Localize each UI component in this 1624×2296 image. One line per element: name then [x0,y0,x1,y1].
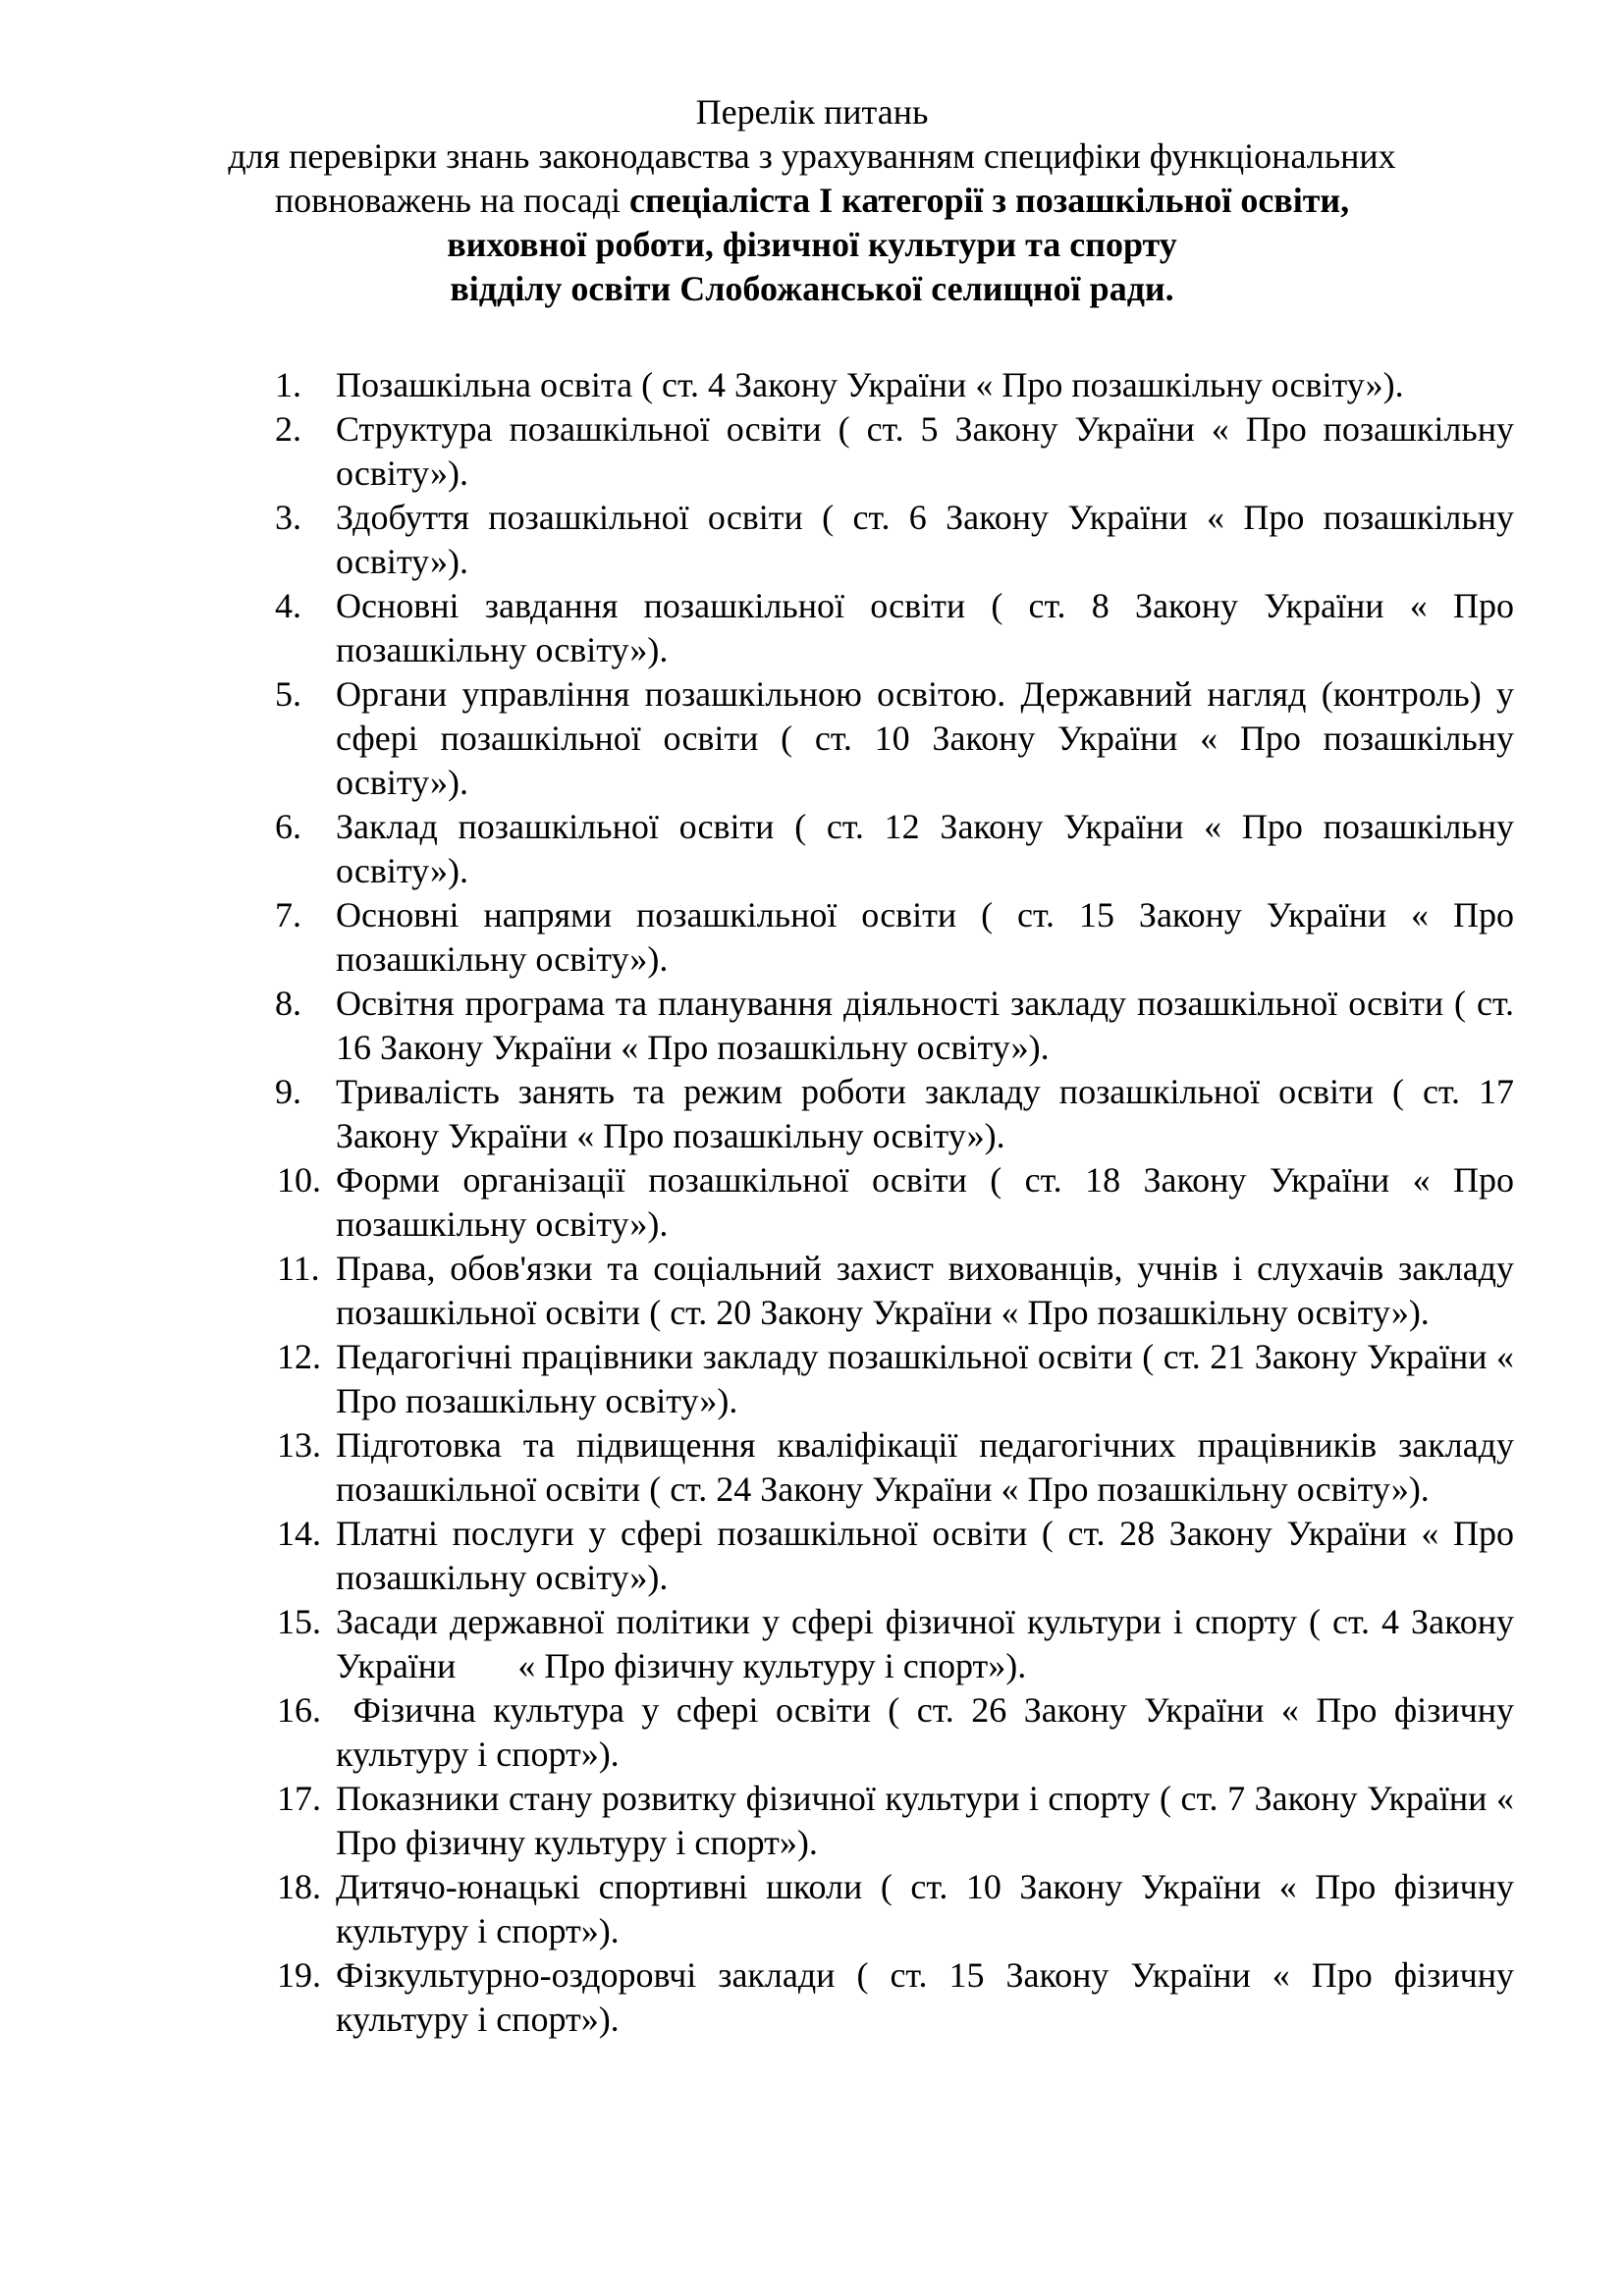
question-item [275,407,1523,496]
question-number: 1. [275,365,301,404]
question-number: 17. [277,1779,321,1818]
question-number: 7. [275,895,301,934]
question-item [275,805,1523,893]
question-number: 18. [277,1867,321,1906]
question-number: 3. [275,498,301,537]
document-header [196,90,1428,311]
question-number: 6. [275,807,301,846]
question-text: Права, обов'язки та соціальний захист вихованців, учнів і слухачів закладу позашкільної освіти ( ст. 20 Закону України « Про позашкільну освіту»). [336,1249,1523,1332]
question-item [275,893,1523,982]
question-number: 8. [275,984,301,1023]
header-line-3 [196,179,1428,223]
question-text: Позашкільна освіта ( ст. 4 Закону України « Про позашкільну освіту»). [336,365,1404,404]
question-text: Структура позашкільної освіти ( ст. 5 Закону України « Про позашкільну освіту»). [336,409,1523,493]
header-line-4: виховної роботи, фізичної культури та спорту [447,225,1177,264]
question-text: Фізкультурно-оздоровчі заклади ( ст. 15 Закону України « Про фізичну культуру і спорт»). [336,1955,1523,2039]
question-number: 5. [275,674,301,714]
question-text: Форми організації позашкільної освіти ( ст. 18 Закону України « Про позашкільну освіту»). [336,1160,1523,1244]
header-title: Перелік питань [695,92,929,132]
question-item [275,1688,1524,1777]
question-list [275,363,1524,2042]
question-text: Педагогічні працівники закладу позашкільної освіти ( ст. 21 Закону України « Про позашкільну освіту»). [336,1337,1523,1420]
header-line-5: відділу освіти Слобожанської селищної ради. [450,269,1174,308]
question-text: Основні напрями позашкільної освіти ( ст. 15 Закону України « Про позашкільну освіту»). [336,895,1523,979]
question-number: 9. [275,1072,301,1111]
question-number: 12. [277,1337,321,1376]
question-text: Підготовка та підвищення кваліфікації педагогічних працівників закладу позашкільної освіти ( ст. 24 Закону України « Про позашкільну освіту»). [336,1425,1523,1509]
question-text: Тривалість занять та режим роботи закладу позашкільної освіти ( ст. 17 Закону України « Про позашкільну освіту»). [336,1072,1523,1155]
header-line-2: для перевірки знань законодавства з урахуванням специфіки функціональних [228,136,1396,176]
question-item [275,496,1523,584]
question-item [275,1600,1523,1688]
question-item [275,363,1514,407]
question-text: Дитячо-юнацькі спортивні школи ( ст. 10 Закону України « Про фізичну культуру і спорт»). [336,1867,1523,1950]
question-item [275,1777,1523,1865]
question-item [275,1247,1523,1335]
question-item [275,672,1523,805]
question-number: 4. [275,586,301,625]
question-text: Основні завдання позашкільної освіти ( ст. 8 Закону України « Про позашкільну освіту»). [336,586,1523,669]
question-item [275,1423,1523,1512]
header-line-3-plain: повноважень на посаді [274,181,630,220]
question-item [275,1512,1523,1600]
question-number: 2. [275,409,301,449]
question-item [275,1953,1523,2042]
question-number: 16. [277,1690,321,1730]
question-item [275,1158,1523,1247]
question-item [275,584,1523,672]
question-number: 15. [277,1602,321,1641]
question-item [275,1335,1523,1423]
question-text: Платні послуги у сфері позашкільної освіти ( ст. 28 Закону України « Про позашкільну освіту»). [336,1514,1523,1597]
question-item [275,1070,1523,1158]
question-number: 19. [277,1955,321,1995]
question-text: Показники стану розвитку фізичної культури і спорту ( ст. 7 Закону України « Про фізичну культуру і спорт»). [336,1779,1523,1862]
question-text: Заклад позашкільної освіти ( ст. 12 Закону України « Про позашкільну освіту»). [336,807,1523,890]
question-text: Засади державної політики у сфері фізичної культури і спорту ( ст. 4 Закону України « Про фізичну культуру і спорт»). [336,1602,1523,1685]
question-text: Фізична культура у сфері освіти ( ст. 26 Закону України « Про фізичну культуру і спорт»). [336,1690,1524,1774]
question-number: 11. [277,1249,320,1288]
question-number: 13. [277,1425,321,1465]
question-number: 10. [277,1160,321,1200]
question-number: 14. [277,1514,321,1553]
question-text: Освітня програма та планування діяльності закладу позашкільної освіти ( ст. 16 Закону України « Про позашкільну освіту»). [336,984,1523,1067]
question-text: Здобуття позашкільної освіти ( ст. 6 Закону України « Про позашкільну освіту»). [336,498,1523,581]
question-item [275,982,1523,1070]
question-item [275,1865,1523,1953]
header-line-3-bold: спеціаліста І категорії з позашкільної освіти, [629,181,1350,220]
question-text: Органи управління позашкільною освітою. Державний нагляд (контроль) у сфері позашкільної освіти ( ст. 10 Закону України « Про позашкільну освіту»). [336,674,1523,802]
